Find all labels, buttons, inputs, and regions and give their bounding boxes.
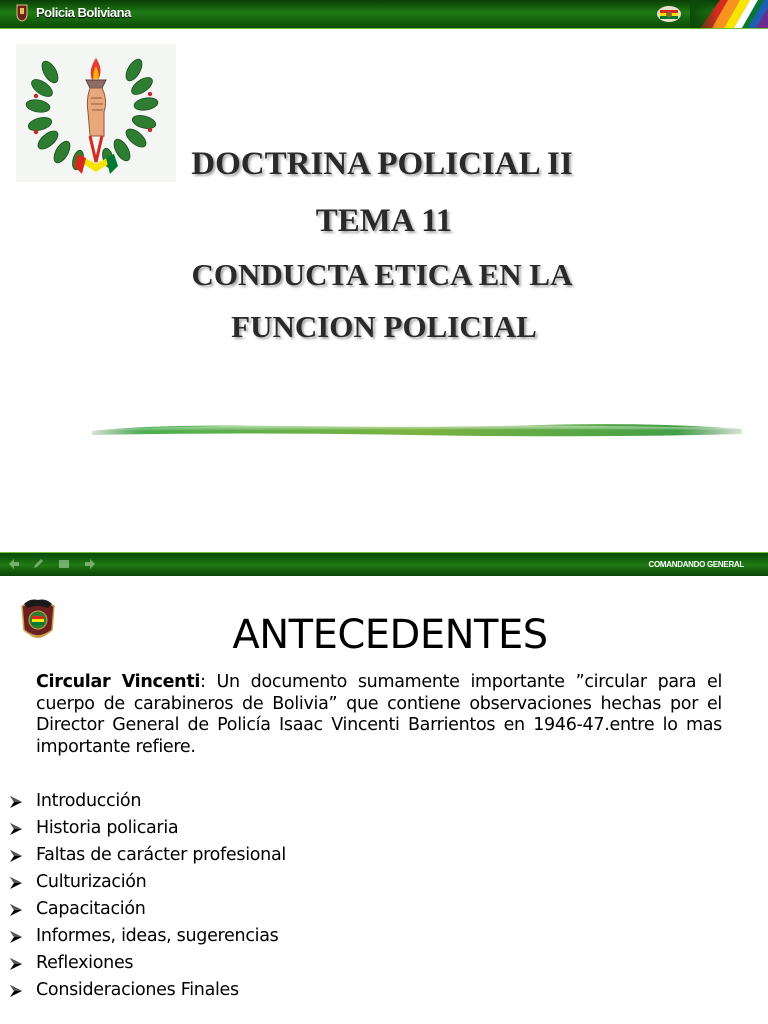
content-slide — [0, 576, 768, 1024]
list-item — [8, 896, 286, 923]
wiphala-flag-icon — [690, 0, 768, 28]
pen-icon[interactable] — [32, 558, 44, 570]
list-item-label: Consideraciones Finales — [36, 980, 239, 1000]
paragraph-text: : Un documento sumamente importante ”circular para el cuerpo de carabineros de Bolivia” que contiene observaciones hechas por el Director General de Policía Isaac Vincenti Barrientos en 1946-47.entre lo mas importante refiere. — [36, 672, 723, 757]
list-item-label: Historia policaria — [36, 818, 179, 838]
list-item — [8, 842, 286, 869]
list-item — [8, 977, 286, 1004]
screen-icon[interactable] — [58, 558, 70, 570]
list-item — [8, 815, 286, 842]
arrow-bullet-icon — [8, 984, 28, 998]
header-bar — [0, 0, 768, 29]
arrow-bullet-icon — [8, 795, 28, 809]
brand-name: Policia Boliviana — [36, 5, 131, 20]
intro-paragraph — [36, 672, 722, 758]
arrow-bullet-icon — [8, 930, 28, 944]
decorative-green-stripe — [92, 420, 742, 440]
topic-list — [8, 788, 286, 1004]
list-item-label: Informes, ideas, sugerencias — [36, 926, 279, 946]
arrow-bullet-icon — [8, 822, 28, 836]
title-line-1: DOCTRINA POLICIAL II — [191, 146, 573, 182]
list-item — [8, 869, 286, 896]
title-line-3: CONDUCTA ETICA EN LA — [191, 257, 573, 292]
arrow-bullet-icon — [8, 876, 28, 890]
shield-icon — [16, 4, 28, 22]
section-heading: ANTECEDENTES — [232, 612, 548, 658]
footer-bar — [0, 552, 768, 576]
footer-label: COMANDANDO GENERAL — [648, 560, 744, 569]
list-item-label: Faltas de carácter profesional — [36, 845, 286, 865]
list-item-label: Reflexiones — [36, 953, 134, 973]
list-item-label: Introducción — [36, 791, 142, 811]
next-arrow-icon[interactable] — [84, 558, 96, 570]
bolivia-emblem-icon — [656, 5, 682, 23]
prev-arrow-icon[interactable] — [8, 558, 20, 570]
title-line-4: FUNCION POLICIAL — [231, 309, 537, 344]
arrow-bullet-icon — [8, 957, 28, 971]
list-item — [8, 950, 286, 977]
list-item — [8, 923, 286, 950]
list-item-label: Capacitación — [36, 899, 146, 919]
list-item-label: Culturización — [36, 872, 147, 892]
list-item — [8, 788, 286, 815]
arrow-bullet-icon — [8, 903, 28, 917]
paragraph-bold-term: Circular Vincenti — [36, 672, 201, 692]
arrow-bullet-icon — [8, 849, 28, 863]
title-line-2: TEMA 11 — [315, 203, 453, 239]
